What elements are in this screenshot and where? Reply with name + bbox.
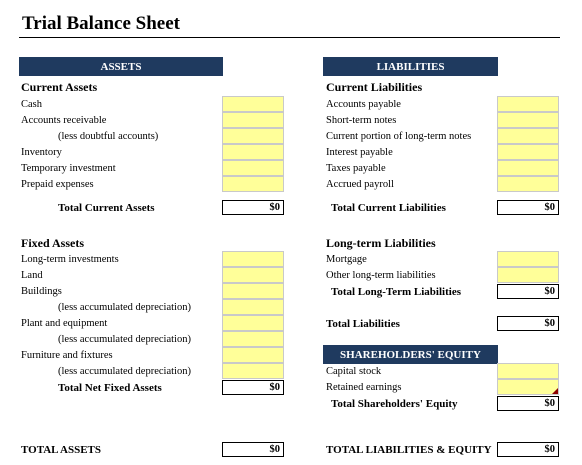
land-input-cell[interactable] (222, 267, 284, 283)
furniture-fixtures-input-cell[interactable] (222, 347, 284, 363)
liabilities-header: LIABILITIES (323, 57, 498, 76)
furniture-depreciation-input-cell[interactable] (222, 363, 284, 379)
asset-label-furniture-fixtures: Furniture and fixtures (21, 350, 113, 361)
total-current-assets-cell[interactable]: $0 (222, 200, 284, 215)
current-portion-notes-input-cell[interactable] (497, 128, 559, 144)
asset-label-buildings: Buildings (21, 286, 62, 297)
interest-payable-input-cell[interactable] (497, 144, 559, 160)
assets-header: ASSETS (19, 57, 223, 76)
accounts-receivable-input-cell[interactable] (222, 112, 284, 128)
total-shareholders-equity-cell[interactable]: $0 (497, 396, 559, 411)
liability-label-interest-payable: Interest payable (326, 147, 393, 158)
long-term-liabilities-title: Long-term Liabilities (326, 236, 436, 250)
total-shareholders-equity-label: Total Shareholders' Equity (331, 398, 458, 410)
plant-equipment-input-cell[interactable] (222, 315, 284, 331)
temporary-investment-input-cell[interactable] (222, 160, 284, 176)
mortgage-input-cell[interactable] (497, 251, 559, 267)
comment-indicator-icon[interactable] (552, 388, 558, 394)
total-liabilities-cell[interactable]: $0 (497, 316, 559, 331)
total-long-term-liabilities-label: Total Long-Term Liabilities (331, 286, 461, 298)
buildings-input-cell[interactable] (222, 283, 284, 299)
liability-label-current-portion-notes: Current portion of long-term notes (326, 131, 472, 142)
buildings-depreciation-input-cell[interactable] (222, 299, 284, 315)
liability-label-short-term-notes: Short-term notes (326, 115, 397, 126)
fixed-assets-title: Fixed Assets (21, 236, 84, 250)
current-liabilities-title: Current Liabilities (326, 80, 423, 94)
asset-label-inventory: Inventory (21, 147, 62, 158)
asset-label-doubtful-accounts: (less doubtful accounts) (58, 131, 159, 142)
total-long-term-liabilities-cell[interactable]: $0 (497, 284, 559, 299)
liability-label-accounts-payable: Accounts payable (326, 99, 401, 110)
total-assets-cell[interactable]: $0 (222, 442, 284, 457)
liability-label-other-long-term: Other long-term liabilities (326, 270, 436, 281)
retained-earnings-input-cell[interactable] (497, 379, 559, 395)
asset-label-land: Land (21, 270, 43, 281)
prepaid-expenses-input-cell[interactable] (222, 176, 284, 192)
page-title: Trial Balance Sheet (22, 13, 180, 34)
inventory-input-cell[interactable] (222, 144, 284, 160)
taxes-payable-input-cell[interactable] (497, 160, 559, 176)
total-current-liabilities-label: Total Current Liabilities (331, 202, 446, 214)
cash-input-cell[interactable] (222, 96, 284, 112)
shareholders-equity-header: SHAREHOLDERS' EQUITY (323, 345, 498, 364)
asset-label-cash: Cash (21, 99, 42, 110)
liability-label-taxes-payable: Taxes payable (326, 163, 386, 174)
plant-depreciation-input-cell[interactable] (222, 331, 284, 347)
equity-label-retained-earnings: Retained earnings (326, 382, 402, 393)
total-current-liabilities-cell[interactable]: $0 (497, 200, 559, 215)
total-fixed-assets-label: Total Net Fixed Assets (58, 382, 162, 394)
current-assets-title: Current Assets (21, 80, 98, 94)
liability-label-mortgage: Mortgage (326, 254, 367, 265)
accrued-payroll-input-cell[interactable] (497, 176, 559, 192)
asset-label-plant-depreciation: (less accumulated depreciation) (58, 334, 191, 345)
total-liabilities-equity-label: TOTAL LIABILITIES & EQUITY (326, 444, 492, 456)
total-current-assets-label: Total Current Assets (58, 202, 155, 214)
long-term-investments-input-cell[interactable] (222, 251, 284, 267)
total-assets-label: TOTAL ASSETS (21, 444, 102, 456)
title-rule (19, 37, 560, 38)
equity-label-capital-stock: Capital stock (326, 366, 382, 377)
liability-label-accrued-payroll: Accrued payroll (326, 179, 394, 190)
asset-label-plant-equipment: Plant and equipment (21, 318, 108, 329)
doubtful-accounts-input-cell[interactable] (222, 128, 284, 144)
accounts-payable-input-cell[interactable] (497, 96, 559, 112)
total-liabilities-label: Total Liabilities (326, 318, 400, 330)
asset-label-long-term-investments: Long-term investments (21, 254, 119, 265)
total-fixed-assets-cell[interactable]: $0 (222, 380, 284, 395)
total-liabilities-equity-cell[interactable]: $0 (497, 442, 559, 457)
asset-label-furniture-depreciation: (less accumulated depreciation) (58, 366, 191, 377)
asset-label-temporary-investment: Temporary investment (21, 163, 116, 174)
asset-label-accounts-receivable: Accounts receivable (21, 115, 107, 126)
short-term-notes-input-cell[interactable] (497, 112, 559, 128)
asset-label-prepaid-expenses: Prepaid expenses (21, 179, 94, 190)
asset-label-buildings-depreciation: (less accumulated depreciation) (58, 302, 191, 313)
other-long-term-input-cell[interactable] (497, 267, 559, 283)
capital-stock-input-cell[interactable] (497, 363, 559, 379)
